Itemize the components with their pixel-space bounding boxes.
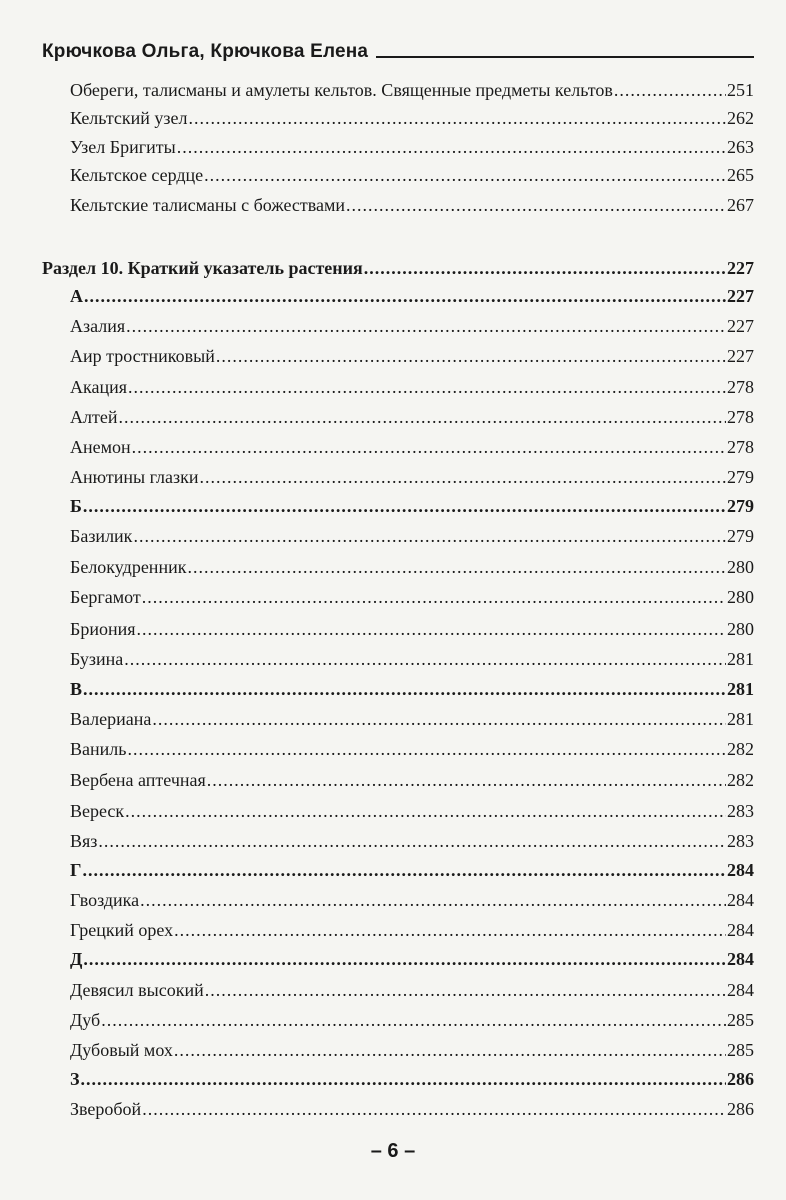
toc-entry-page: 281: [727, 649, 754, 669]
toc-entry-title: Аир тростниковый: [70, 346, 215, 366]
dot-leader: [207, 768, 726, 792]
toc-entry-title: Валериана: [70, 709, 152, 729]
running-header: [42, 33, 754, 63]
dot-leader: [204, 163, 726, 187]
toc-entry-title: Ваниль: [70, 739, 127, 759]
toc-entry: [70, 737, 754, 761]
dot-leader: [83, 947, 726, 971]
toc-entry-page: 227: [727, 286, 754, 306]
toc-entry-title: Анемон: [70, 437, 131, 457]
toc-entry-title: Базилик: [70, 526, 133, 546]
toc-entry-title: Б: [70, 496, 82, 516]
dot-leader: [614, 78, 726, 102]
dot-leader: [200, 465, 727, 489]
toc-entry-title: Вяз: [70, 831, 98, 851]
toc-entry-page: 279: [727, 496, 754, 516]
toc-entry-page: 278: [727, 377, 754, 397]
toc-entry-title: Бузина: [70, 649, 124, 669]
dot-leader: [188, 106, 726, 130]
toc-entry: [42, 256, 754, 280]
dot-leader: [98, 829, 726, 853]
toc-entry: [70, 858, 754, 882]
dot-leader: [140, 888, 726, 912]
toc-entry-title: Дуб: [70, 1010, 101, 1030]
dot-leader: [142, 585, 726, 609]
dot-leader: [137, 617, 726, 641]
toc-entry: [70, 677, 754, 701]
toc-entry-title: Кельтские талисманы с божествами: [70, 195, 346, 215]
toc-entry: [70, 284, 754, 308]
toc-entry-page: 278: [727, 437, 754, 457]
dot-leader: [216, 344, 726, 368]
toc-entry-title: В: [70, 679, 83, 699]
toc-entry: [70, 314, 754, 338]
toc-entry-page: 227: [727, 346, 754, 366]
dot-leader: [118, 405, 726, 429]
toc-entry-title: Грецкий орех: [70, 920, 174, 940]
dot-leader: [124, 647, 726, 671]
toc-entry-page: 284: [727, 980, 754, 1000]
dot-leader: [364, 256, 726, 280]
dot-leader: [132, 435, 726, 459]
dot-leader: [346, 193, 726, 217]
toc-entry: [70, 106, 754, 130]
toc-entry: [70, 888, 754, 912]
toc-entry-page: 284: [727, 890, 754, 910]
toc-entry-page: 281: [727, 679, 754, 699]
toc-entry-title: З: [70, 1069, 80, 1089]
toc-entry-title: Кельтский узел: [70, 108, 188, 128]
header-authors: Крючкова Ольга, Крючкова Елена: [42, 41, 369, 62]
toc-entry-page: 251: [727, 80, 754, 100]
toc-entry-page: 284: [727, 860, 754, 880]
dot-leader: [84, 284, 726, 308]
dot-leader: [125, 799, 726, 823]
toc-entry: [70, 978, 754, 1002]
page-number: – 6 –: [370, 1140, 416, 1162]
toc-entry-page: 285: [727, 1040, 754, 1060]
toc-entry: [70, 617, 754, 641]
toc-entry-page: 263: [727, 137, 754, 157]
dot-leader: [83, 494, 726, 518]
dot-leader: [127, 737, 726, 761]
toc-entry: [70, 585, 754, 609]
toc-entry: [70, 1008, 754, 1032]
toc-entry: [70, 647, 754, 671]
toc-entry-page: 284: [727, 920, 754, 940]
toc-entry-title: Белокудренник: [70, 557, 187, 577]
toc-entry: [70, 829, 754, 853]
toc-entry-page: 280: [727, 557, 754, 577]
dot-leader: [187, 555, 726, 579]
toc-entry-title: Акация: [70, 377, 128, 397]
dot-leader: [128, 375, 726, 399]
toc-entry-page: 279: [727, 526, 754, 546]
toc-entry-page: 286: [727, 1069, 754, 1089]
toc-entry-page: 282: [727, 739, 754, 759]
toc-entry-title: Гвоздика: [70, 890, 140, 910]
toc-entry-page: 227: [727, 258, 754, 278]
toc-entry: [70, 435, 754, 459]
toc-entry: [70, 555, 754, 579]
toc-entry-page: 267: [727, 195, 754, 215]
toc-entry-page: 284: [727, 949, 754, 969]
toc-entry-page: 286: [727, 1099, 754, 1119]
dot-leader: [174, 1038, 726, 1062]
toc-entry-page: 280: [727, 619, 754, 639]
toc-entry-title: Алтей: [70, 407, 118, 427]
toc-entry-title: Бергамот: [70, 587, 141, 607]
toc-entry-title: Азалия: [70, 316, 126, 336]
toc-entry: [70, 799, 754, 823]
toc-entry: [70, 1097, 754, 1121]
dot-leader: [82, 858, 726, 882]
dot-leader: [205, 978, 726, 1002]
toc-entry: [70, 524, 754, 548]
toc-entry: [70, 494, 754, 518]
toc-entry-title: Узел Бригиты: [70, 137, 176, 157]
toc-entry-page: 285: [727, 1010, 754, 1030]
header-rule: [376, 56, 754, 58]
toc-entry-title: Девясил высокий: [70, 980, 204, 1000]
dot-leader: [142, 1097, 726, 1121]
toc-entry: [70, 78, 754, 102]
toc-entry-title: Дубовый мох: [70, 1040, 173, 1060]
dot-leader: [81, 1067, 726, 1091]
toc-entry-title: Бриония: [70, 619, 136, 639]
toc-entry: [70, 193, 754, 217]
toc-entry: [70, 135, 754, 159]
toc-entry-page: 283: [727, 831, 754, 851]
toc-entry-title: Г: [70, 860, 82, 880]
toc-entry-title: Анютины глазки: [70, 467, 199, 487]
toc-entry-page: 282: [727, 770, 754, 790]
toc-entry-page: 281: [727, 709, 754, 729]
toc-entry-title: Зверобой: [70, 1099, 142, 1119]
toc-entry: [70, 465, 754, 489]
toc-entry: [70, 405, 754, 429]
dot-leader: [177, 135, 726, 159]
toc-entry-page: 265: [727, 165, 754, 185]
toc-entry-page: 280: [727, 587, 754, 607]
toc-entry: [70, 344, 754, 368]
toc-entry: [70, 707, 754, 731]
toc-entry-title: Раздел 10. Краткий указатель растения: [42, 258, 363, 278]
dot-leader: [101, 1008, 726, 1032]
toc-entry: [70, 947, 754, 971]
toc-entry-page: 279: [727, 467, 754, 487]
toc-entry: [70, 1067, 754, 1091]
toc-entry: [70, 1038, 754, 1062]
dot-leader: [133, 524, 726, 548]
dot-leader: [152, 707, 726, 731]
dot-leader: [126, 314, 726, 338]
toc-entry: [70, 918, 754, 942]
toc-entry-title: Д: [70, 949, 83, 969]
toc-entry-title: Вереск: [70, 801, 125, 821]
toc-entry: [70, 163, 754, 187]
toc-entry-page: 283: [727, 801, 754, 821]
dot-leader: [174, 918, 726, 942]
toc-entry: [70, 768, 754, 792]
toc-entry-page: 278: [727, 407, 754, 427]
toc-entry-title: А: [70, 286, 83, 306]
toc-entry-page: 262: [727, 108, 754, 128]
dot-leader: [83, 677, 726, 701]
toc-entry-title: Обереги, талисманы и амулеты кельтов. Священные предметы кельтов: [70, 80, 613, 100]
toc-entry-title: Вербена аптечная: [70, 770, 206, 790]
toc-entry-title: Кельтское сердце: [70, 165, 204, 185]
toc-entry-page: 227: [727, 316, 754, 336]
toc-entry: [70, 375, 754, 399]
